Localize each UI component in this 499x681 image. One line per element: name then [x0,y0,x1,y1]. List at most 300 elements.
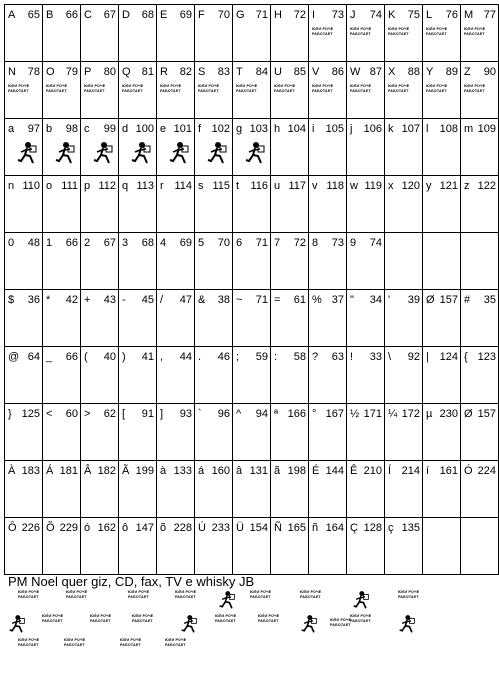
cell-label [236,522,268,534]
cell-char: Ã [122,465,130,477]
runner-icon [46,141,78,169]
cell-char: m [464,123,474,135]
cell-char: 2 [84,237,91,249]
cell-label [388,522,420,534]
cell-code: 107 [401,123,420,135]
cell-char: ! [350,351,354,363]
wordmark-line2: РАБОТАЕТ [66,594,87,599]
cell-code: 48 [27,237,40,249]
wordmark-line2: РАБОТАЕТ [198,88,219,93]
cell-label [388,66,420,78]
cell-code: 58 [293,351,306,363]
glyph-preview [312,27,344,55]
cell-char: Â [84,465,92,477]
cell-code: 104 [287,123,306,135]
wordmark-line1: ЮЛИ РОЧЕ [388,84,410,88]
cell-code: 69 [179,9,192,21]
char-cell [81,62,119,119]
cell-code: 171 [363,408,382,420]
char-cell [157,347,195,404]
char-cell [423,290,461,347]
char-cell [423,404,461,461]
char-cell [81,461,119,518]
cell-code: 102 [211,123,230,135]
char-cell [347,290,385,347]
wordmark-glyph [18,638,39,647]
cell-code: 97 [27,123,40,135]
cell-char: Ñ [274,522,282,534]
cell-code: 103 [249,123,268,135]
wordmark-line1: ЮЛИ РОЧЕ [18,590,40,594]
glyph-preview [426,84,458,112]
cell-char: X [388,66,396,78]
cell-code: 36 [27,294,40,306]
wordmark-line1: ЮЛИ РОЧЕ [64,638,86,642]
char-cell [233,461,271,518]
wordmark-line2: РАБОТАЕТ [300,594,321,599]
char-cell [461,62,499,119]
cell-code: 90 [483,66,496,78]
grid-row [5,119,499,176]
cell-code: 89 [445,66,458,78]
wordmark-line1: ЮЛИ РОЧЕ [388,27,410,31]
cell-char: O [46,66,55,78]
cell-code: 157 [439,294,458,306]
cell-char: Z [464,66,471,78]
char-cell [119,461,157,518]
char-cell [461,404,499,461]
cell-label [312,408,344,420]
cell-code: 73 [331,9,344,21]
cell-code: 229 [59,522,78,534]
runner-icon [300,614,318,636]
wordmark-line2: РАБОТАЕТ [215,618,236,623]
wordmark-glyph [160,84,192,93]
cell-char: h [274,123,281,135]
char-cell [119,347,157,404]
cell-label [46,522,78,534]
cell-label [160,351,192,363]
cell-char: : [274,351,278,363]
cell-code: 167 [325,408,344,420]
runner-icon [160,141,192,169]
char-cell [347,5,385,62]
runner-icon [236,141,268,169]
cell-char: % [312,294,322,306]
cell-label [426,123,458,135]
cell-code: 75 [407,9,420,21]
char-cell [309,119,347,176]
cell-code: 42 [65,294,78,306]
wordmark-line2: РАБОТАЕТ [350,31,371,36]
char-cell [5,347,43,404]
wordmark-line2: РАБОТАЕТ [18,594,39,599]
cell-code: 101 [173,123,192,135]
cell-label [84,237,116,249]
cell-code: 43 [103,294,116,306]
cell-label [426,9,458,21]
glyph-preview [464,27,496,55]
char-cell [233,290,271,347]
cell-char: F [198,9,205,21]
wordmark-glyph [300,590,321,599]
wordmark-line2: РАБОТАЕТ [64,642,85,647]
wordmark-glyph [388,84,420,93]
cell-label [122,522,154,534]
cell-char: 3 [122,237,129,249]
wordmark-line1: ЮЛИ РОЧЕ [300,590,322,594]
cell-char: k [388,123,394,135]
wordmark-line2: РАБОТАЕТ [274,88,295,93]
cell-char: f [198,123,202,135]
cell-char: Ø [426,294,435,306]
cell-code: 128 [363,522,382,534]
cell-char: ô [122,522,129,534]
cell-char: ¼ [388,408,398,420]
cell-code: 70 [217,9,230,21]
cell-code: 35 [483,294,496,306]
cell-char: 0 [8,237,15,249]
cell-char: U [274,66,282,78]
char-cell [5,62,43,119]
wordmark-line1: ЮЛИ РОЧЕ [258,614,280,618]
cell-char: É [312,465,320,477]
wordmark-sample [90,614,111,623]
char-cell [157,461,195,518]
wordmark-line1: ЮЛИ РОЧЕ [350,84,372,88]
cell-label [236,465,268,477]
cell-char: c [84,123,90,135]
cell-label [160,465,192,477]
char-cell [233,176,271,233]
char-cell [423,176,461,233]
cell-label [46,294,78,306]
char-cell [461,290,499,347]
char-cell [271,119,309,176]
char-cell [233,233,271,290]
wordmark-line1: ЮЛИ РОЧЕ [312,27,334,31]
cell-char: V [312,66,320,78]
wordmark-glyph [66,590,87,599]
wordmark-line2: РАБОТАЕТ [42,618,63,623]
char-cell [385,176,423,233]
wordmark-line2: РАБОТАЕТ [84,88,105,93]
char-cell [119,176,157,233]
cell-char: Ú [198,522,206,534]
cell-char: Õ [46,522,55,534]
char-cell [271,461,309,518]
cell-char: 4 [160,237,167,249]
cell-char: b [46,123,53,135]
char-cell [195,233,233,290]
wordmark-glyph [464,27,496,36]
cell-code: 40 [103,351,116,363]
cell-label [46,66,78,78]
runner-icon [84,141,116,169]
wordmark-line1: ЮЛИ РОЧЕ [350,27,372,31]
char-cell [309,62,347,119]
wordmark-glyph [64,638,85,647]
glyph-preview [46,84,78,112]
cell-code: 157 [477,408,496,420]
wordmark-sample [18,638,39,647]
char-cell [81,5,119,62]
cell-label [160,123,192,135]
cell-char: @ [8,351,20,363]
cell-code: 71 [255,9,268,21]
cell-label [160,294,192,306]
cell-code: 71 [255,294,268,306]
cell-label [350,66,382,78]
char-cell [347,461,385,518]
cell-label [388,408,420,420]
runner-icon [122,141,154,169]
wordmark-glyph [122,84,154,93]
wordmark-line2: РАБОТАЕТ [350,88,371,93]
char-cell [195,119,233,176]
cell-code: 73 [331,237,344,249]
runner-icon [8,614,26,636]
wordmark-glyph [398,590,419,599]
char-cell [43,233,81,290]
cell-code: 105 [325,123,344,135]
wordmark-line1: ЮЛИ РОЧЕ [122,84,144,88]
wordmark-line1: ЮЛИ РОЧЕ [312,84,334,88]
char-cell [385,119,423,176]
cell-label [464,9,496,21]
cell-label [312,66,344,78]
cell-code: 84 [255,66,268,78]
wordmark-glyph [18,590,39,599]
char-cell [43,461,81,518]
char-cell [119,5,157,62]
cell-label [274,9,306,21]
glyph-preview [198,84,230,112]
cell-code: 117 [288,180,306,192]
grid-row [5,461,499,518]
char-cell [195,176,233,233]
char-cell [233,119,271,176]
cell-code: 182 [97,465,116,477]
wordmark-line1: ЮЛИ РОЧЕ [84,84,106,88]
cell-char: Y [426,66,434,78]
cell-label [198,237,230,249]
cell-char: r [160,180,164,192]
cell-label [464,180,496,192]
cell-label [8,408,40,420]
cell-label [236,180,268,192]
cell-code: 77 [483,9,496,21]
cell-code: 119 [364,180,382,192]
cell-code: 63 [331,351,344,363]
cell-code: 162 [97,522,116,534]
cell-label [160,237,192,249]
cell-char: Ç [350,522,358,534]
cell-label [464,408,496,420]
cell-code: 81 [141,66,154,78]
cell-label [426,465,458,477]
wordmark-line2: РАБОТАЕТ [312,88,333,93]
cell-label [8,9,40,21]
cell-code: 228 [173,522,192,534]
cell-label [122,180,154,192]
cell-char: ` [198,408,202,420]
glyph-preview [388,84,420,112]
cell-code: 116 [250,180,268,192]
cell-code: 135 [401,522,420,534]
cell-label [426,294,458,306]
char-cell [195,404,233,461]
cell-char: ( [84,351,88,363]
char-cell [119,290,157,347]
cell-char: & [198,294,206,306]
cell-char: " [350,294,354,306]
char-cell [5,518,43,575]
char-cell [43,62,81,119]
cell-code: 224 [477,465,496,477]
cell-char: 7 [274,237,281,249]
char-cell [423,119,461,176]
cell-code: 66 [65,237,78,249]
cell-label [426,66,458,78]
cell-code: 165 [287,522,306,534]
grid-row [5,404,499,461]
cell-char: x [388,180,394,192]
char-cell [5,176,43,233]
cell-char: S [198,66,206,78]
char-cell [195,347,233,404]
char-cell [81,347,119,404]
wordmark-line2: РАБОТАЕТ [46,88,67,93]
cell-code: 41 [141,351,154,363]
cell-label [236,66,268,78]
cell-code: 67 [103,237,116,249]
grid-row [5,62,499,119]
cell-char: ~ [236,294,243,306]
grid-row [5,290,499,347]
char-cell [423,461,461,518]
cell-char: + [84,294,91,306]
char-cell [157,5,195,62]
wordmark-line1: ЮЛИ РОЧЕ [165,638,187,642]
wordmark-line1: ЮЛИ РОЧЕ [236,84,258,88]
char-cell [157,404,195,461]
character-map-grid [4,4,499,575]
cell-code: 226 [21,522,40,534]
cell-char: ^ [236,408,242,420]
wordmark-line2: РАБОТАЕТ [250,594,271,599]
cell-char: C [84,9,92,21]
cell-char: â [236,465,243,477]
cell-label [312,522,344,534]
char-cell [385,404,423,461]
cell-code: 108 [439,123,458,135]
wordmark-line2: РАБОТАЕТ [388,88,409,93]
cell-char: } [8,408,12,420]
cell-char: | [426,351,429,363]
cell-label [350,408,382,420]
cell-label [236,294,268,306]
char-cell [43,404,81,461]
cell-code: 68 [141,9,154,21]
glyph-preview [464,84,496,112]
cell-code: 66 [65,351,78,363]
cell-label [198,294,230,306]
wordmark-line2: РАБОТАЕТ [160,88,181,93]
cell-label [350,294,382,306]
glyph-preview [350,27,382,55]
cell-label [122,351,154,363]
wordmark-line1: ЮЛИ РОЧЕ [250,590,272,594]
cell-label [426,408,458,420]
cell-label [122,465,154,477]
cell-label [274,465,306,477]
wordmark-glyph [426,27,458,36]
char-cell [347,119,385,176]
cell-code: 72 [293,237,306,249]
cell-code: 68 [141,237,154,249]
wordmark-sample [66,590,87,599]
cell-code: 66 [65,9,78,21]
cell-label [426,180,458,192]
cell-code: 131 [249,465,268,477]
cell-label [388,465,420,477]
char-cell [461,176,499,233]
cell-char: K [388,9,396,21]
wordmark-glyph [350,27,382,36]
cell-char: M [464,9,474,21]
cell-char: s [198,180,204,192]
cell-label [84,180,116,192]
cell-code: 164 [325,522,344,534]
cell-label [198,351,230,363]
cell-label [8,351,40,363]
cell-code: 74 [369,237,382,249]
cell-char: B [46,9,54,21]
cell-code: 76 [445,9,458,21]
wordmark-line2: РАБОТАЕТ [258,618,279,623]
cell-code: 99 [103,123,116,135]
wordmark-line2: РАБОТАЕТ [464,88,485,93]
wordmark-sample [175,590,196,599]
wordmark-sample [398,590,419,599]
cell-char: [ [122,408,126,420]
char-cell [347,176,385,233]
cell-code: 62 [103,408,116,420]
wordmark-line2: РАБОТАЕТ [236,88,257,93]
wordmark-line1: ЮЛИ РОЧЕ [464,27,486,31]
cell-char: G [236,9,245,21]
cell-label [122,294,154,306]
cell-char: # [464,294,471,306]
cell-label [350,180,382,192]
wordmark-glyph [198,84,230,93]
cell-char: ñ [312,522,319,534]
cell-code: 72 [293,9,306,21]
char-cell [81,176,119,233]
cell-label [198,522,230,534]
cell-char: $ [8,294,15,306]
wordmark-line2: РАБОТАЕТ [330,622,351,627]
cell-char: N [8,66,16,78]
runner-icon [8,141,40,169]
cell-char: l [426,123,429,135]
wordmark-line1: ЮЛИ РОЧЕ [66,590,88,594]
cell-code: 69 [179,237,192,249]
cell-label [46,9,78,21]
cell-label [84,465,116,477]
cell-label [84,66,116,78]
